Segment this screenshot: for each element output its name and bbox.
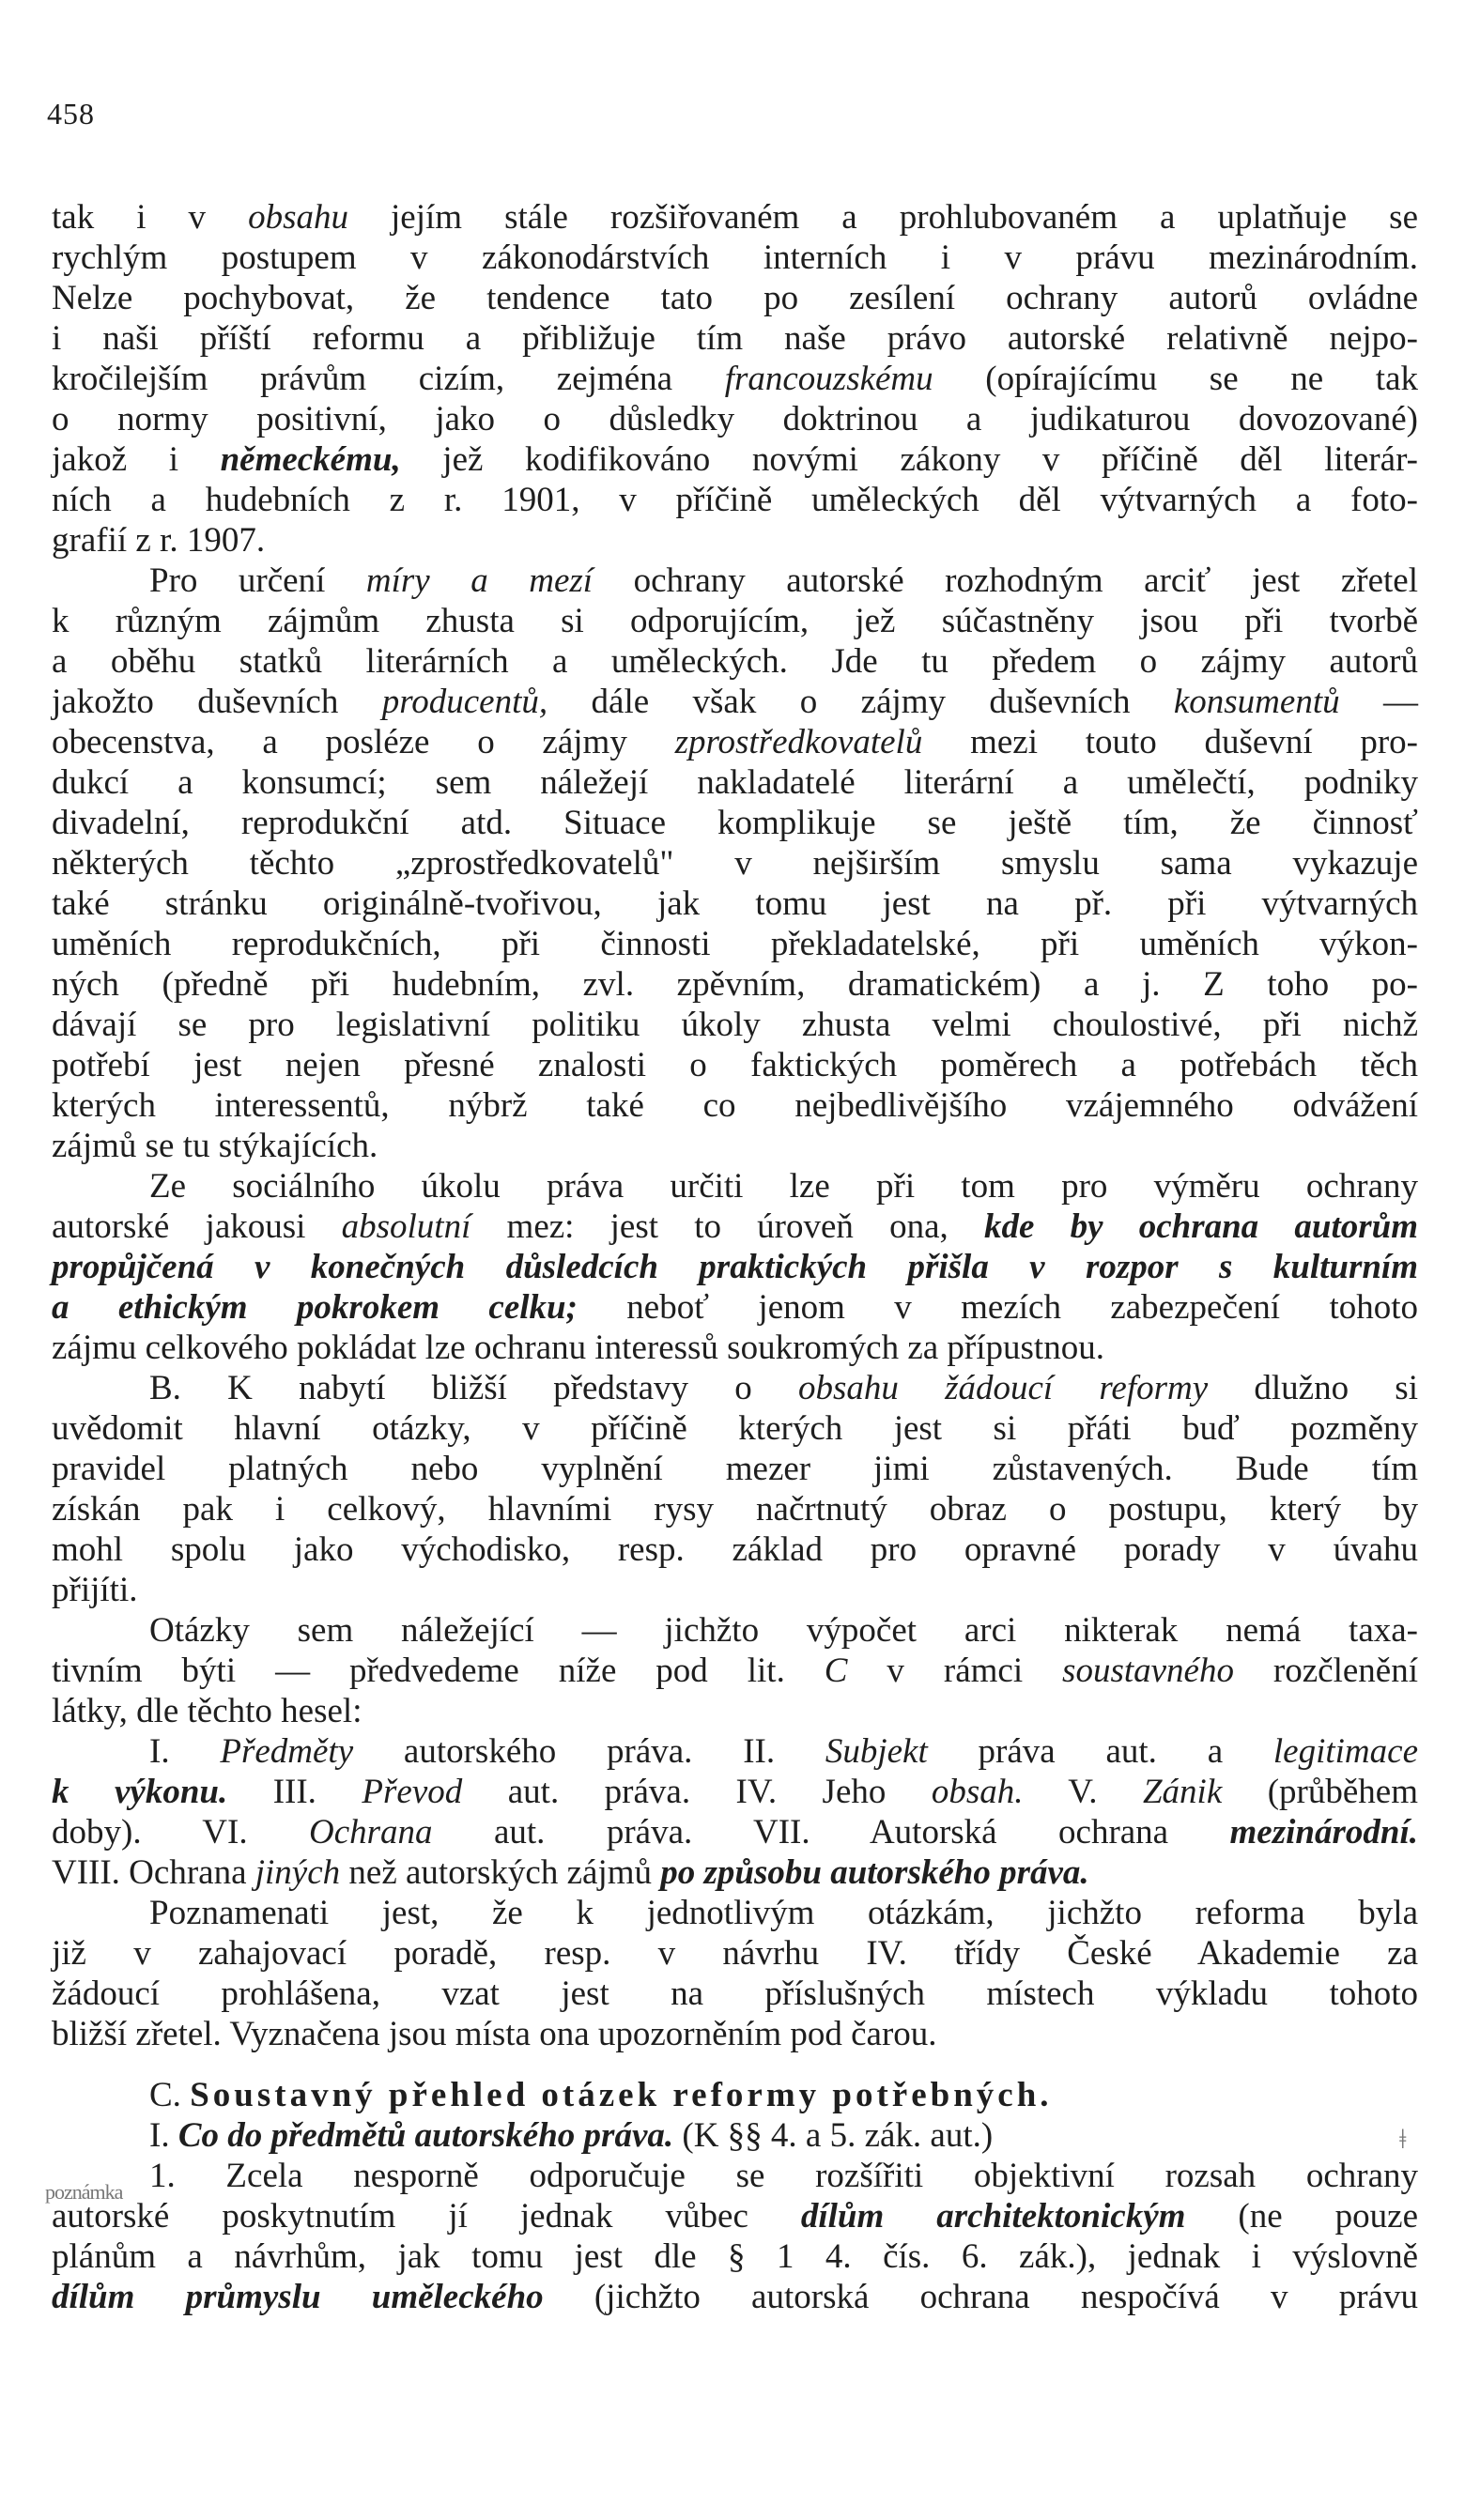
text-run: také stránku originálně-tvořivou, jak tomu jest na př. při výtvarných [52,884,1418,923]
text-run: III. [227,1773,362,1811]
text-line [52,359,1418,399]
text-line [52,2014,1418,2054]
emphasis-text: Subjekt [825,1732,928,1771]
text-line [52,1489,1418,1529]
text-run: zájmů se tu stýkajících. [52,1127,378,1165]
section-heading-text: Soustavný přehled otázek reformy potřebných. [190,2076,1053,2114]
text-line [52,1933,1418,1974]
text-run: Pro určení [149,561,366,600]
text-run: aut. práva. IV. Jeho [462,1773,932,1811]
text-run: dávají se pro legislativní politiku úkoly zhusta velmi choulostivé, při nichž [52,1006,1418,1044]
emphasis-text: Zánik [1142,1773,1223,1811]
text-line [52,803,1418,843]
text-run: I. [149,2116,178,2155]
text-line [52,2115,1418,2156]
text-line [52,278,1418,318]
emphasis-text: k výkonu. [52,1773,228,1811]
emphasis-text: zprostředkovatelů [674,723,923,761]
text-run: doby). VI. [52,1813,310,1852]
text-run: žádoucí prohlášena, vzat jest na příslušných místech výkladu tohoto [52,1975,1418,2013]
emphasis-text: Co do předmětů autorského práva. [177,2116,674,2155]
text-line [52,762,1418,803]
emphasis-text: kde by ochrana autorům [983,1207,1418,1246]
text-run: B. K nabytí bližší představy o [149,1369,798,1407]
text-run: (ne pouze [1185,2197,1418,2236]
text-line [52,1812,1418,1852]
text-run: neboť jenom v mezích zabezpečení tohoto [577,1288,1419,1327]
text-run: a oběhu statků literárních a uměleckých. Jde tu předem o zájmy autorů [52,642,1418,681]
text-line [52,1893,1418,1933]
text-line [52,2236,1418,2277]
text-line [52,1247,1418,1287]
text-run: Poznamenati jest, že k jednotlivým otázkám, jichžto reforma byla [149,1894,1418,1932]
text-run: V. [1023,1773,1143,1811]
text-run: pravidel platných nebo vyplnění mezer jimi zůstavených. Bude tím [52,1450,1418,1488]
text-run: (průběhem [1222,1773,1419,1811]
text-run: v rámci [847,1652,1063,1690]
text-run: kterých interessentů, nýbrž také co nejbedlivějšího vzájemného odvážení [52,1086,1418,1125]
emphasis-text: německému, [220,440,401,479]
emphasis-text: míry a mezí [365,561,594,600]
page-number: 458 [47,97,95,131]
emphasis-text: legitimace [1272,1732,1418,1771]
text-line [52,1408,1418,1449]
emphasis-text: obsah. [931,1773,1024,1811]
emphasis-text: Ochrana [309,1813,433,1852]
text-line [52,2196,1418,2236]
text-run: I. [149,1732,221,1771]
text-run: grafií z r. 1907. [52,521,266,560]
text-line [52,1126,1418,1166]
text-line [52,1045,1418,1085]
text-run: jež kodifikováno novými zákony v příčině děl literár- [400,440,1418,479]
text-line [52,1651,1418,1691]
text-line [52,1570,1418,1610]
emphasis-text: obsahu žádoucí reformy [797,1369,1209,1407]
text-line [52,1731,1418,1772]
text-run: práva aut. a [927,1732,1273,1771]
text-line [52,2156,1418,2196]
text-run: přijíti. [52,1571,138,1609]
text-line [52,601,1418,641]
text-line [52,2277,1418,2317]
text-run: (jichžto autorská ochrana nespočívá v právu [543,2278,1418,2316]
emphasis-text: mezinárodní. [1229,1813,1418,1852]
text-run: divadelní, reprodukční atd. Situace komplikuje se ještě tím, že činnosť [52,804,1418,842]
text-run: autorské poskytnutím jí jednak vůbec [52,2197,801,2236]
text-line [52,1206,1418,1247]
text-run: autorské jakousi [52,1207,342,1246]
text-line [52,641,1418,682]
right-margin-mark: ǂ [1399,2124,1406,2155]
emphasis-text: propůjčená v konečných důsledcích praktických přišla v rozpor s kulturním [52,1248,1418,1286]
text-run: (K §§ 4. a 5. zák. aut.) [673,2116,994,2155]
text-line [52,2075,1418,2115]
text-run: aut. práva. VII. Autorská ochrana [432,1813,1230,1852]
emphasis-text: po způsobu autorského práva. [660,1853,1089,1892]
text-run: mohl spolu jako východisko, resp. základ pro opravné porady v úvahu [52,1530,1418,1569]
emphasis-text: dílům průmyslu uměleckého [52,2278,544,2316]
text-run: mez: jest to úroveň ona, [470,1207,984,1246]
text-run: plánům a návrhům, jak tomu jest dle § 1 4. čís. 6. zák.), jednak i výslovně [52,2237,1418,2276]
text-run: jejím stále rozšiřovaném a prohlubovaném a uplatňuje se [347,198,1419,237]
body-text [52,197,1418,2317]
text-run: (opírajícímu se ne tak [933,360,1418,398]
text-line [52,682,1418,722]
emphasis-text: Předměty [220,1732,354,1771]
text-run: kročilejším právům cizím, zejména [52,360,725,398]
text-line [52,1449,1418,1489]
text-line [52,1772,1418,1812]
text-run: získán pak i celkový, hlavními rysy načrtnutý obraz o postupu, který by [52,1490,1418,1529]
emphasis-text: a ethickým pokrokem celku; [52,1288,578,1327]
text-run: ních a hudebních z r. 1901, v příčině uměleckých děl výtvarných a foto- [52,481,1418,519]
text-run: ných (předně při hudebním, zvl. zpěvním, dramatickém) a j. Z toho po- [52,965,1418,1004]
text-run: i naši příští reformu a přibližuje tím naše právo autorské relativně nejpo- [52,319,1418,358]
text-line [52,1529,1418,1570]
text-run: než autorských zájmů [340,1853,661,1892]
text-run: dále však o zájmy duševních [547,683,1174,721]
left-margin-mark: poznámka [45,2180,123,2204]
text-run: o normy positivní, jako o důsledky doktrinou a judikaturou dovozované) [52,400,1418,438]
text-run: Nelze pochybovat, že tendence tato po zesílení ochrany autorů ovládne [52,279,1418,317]
text-run: jakožto duševních [52,683,382,721]
text-run: rychlým postupem v zákonodárstvích interních i v právu mezinárodním. [52,238,1418,277]
emphasis-text: soustavného [1062,1652,1234,1690]
text-line [52,1328,1418,1368]
text-line [52,964,1418,1005]
text-line [52,1691,1418,1731]
text-run: některých těchto „zprostředkovatelů" v nejširším smyslu sama vykazuje [52,844,1418,883]
text-line [52,843,1418,884]
text-run: mezi touto duševní pro- [922,723,1418,761]
text-line [52,399,1418,439]
emphasis-text: absolutní [341,1207,471,1246]
emphasis-text: dílům architektonickým [800,2197,1186,2236]
text-run: tak i v [52,198,249,237]
text-run: ochrany autorské rozhodným arciť jest zřetel [593,561,1418,600]
text-line [52,884,1418,924]
emphasis-text: jiných [254,1853,341,1892]
text-run: k různým zájmům zhusta si odporujícím, jež súčastněny jsou při tvorbě [52,602,1418,640]
text-run: obecenstva, a posléze o zájmy [52,723,675,761]
text-run: látky, dle těchto hesel: [52,1692,362,1730]
text-line [52,520,1418,561]
emphasis-text: obsahu [248,198,348,237]
emphasis-text: C [824,1652,848,1690]
text-run: Otázky sem náležející — jichžto výpočet arci nikterak nemá taxa- [149,1611,1418,1650]
text-run: potřebí jest nejen přesné znalosti o faktických poměrech a potřebách těch [52,1046,1418,1084]
text-line [52,1287,1418,1328]
text-line [52,1166,1418,1206]
text-run: autorského práva. II. [353,1732,825,1771]
text-line [52,1852,1418,1893]
section-gap [52,2054,1418,2075]
text-run: bližší zřetel. Vyznačena jsou místa ona upozorněním pod čarou. [52,2015,937,2053]
emphasis-text: producentů, [381,683,548,721]
text-run: dukcí a konsumcí; sem náležejí nakladatelé literární a umělečtí, podniky [52,763,1418,802]
text-run: již v zahajovací poradě, resp. v návrhu IV. třídy České Akademie za [52,1934,1418,1973]
emphasis-text: Převod [362,1773,463,1811]
text-line [52,318,1418,359]
text-run: rozčlenění [1233,1652,1418,1690]
text-run: zájmu celkového pokládat lze ochranu interessů soukromých za přípustnou. [52,1329,1104,1367]
text-line [52,722,1418,762]
text-run: tivním býti — předvedeme níže pod lit. [52,1652,825,1690]
text-line [52,1610,1418,1651]
emphasis-text: francouzskému [724,360,933,398]
text-run: C. [149,2076,191,2114]
text-line [52,1974,1418,2014]
text-line [52,924,1418,964]
text-run: dlužno si [1208,1369,1418,1407]
text-run: 1. Zcela nesporně odporučuje se rozšířiti objektivní rozsah ochrany [149,2157,1418,2195]
text-line [52,1368,1418,1408]
text-run: uvědomit hlavní otázky, v příčině kterých jest si přáti buď pozměny [52,1409,1418,1448]
text-line [52,480,1418,520]
text-run: — [1339,683,1419,721]
text-run: uměních reprodukčních, při činnosti překladatelské, při uměních výkon- [52,925,1418,963]
text-line [52,197,1418,238]
emphasis-text: konsumentů [1173,683,1340,721]
text-run: VIII. Ochrana [52,1853,255,1892]
text-line [52,238,1418,278]
text-line [52,1005,1418,1045]
text-run: jakož i [52,440,221,479]
text-run: Ze sociálního úkolu práva určiti lze při tom pro výměru ochrany [149,1167,1418,1206]
text-line [52,1085,1418,1126]
text-line [52,561,1418,601]
text-line [52,439,1418,480]
